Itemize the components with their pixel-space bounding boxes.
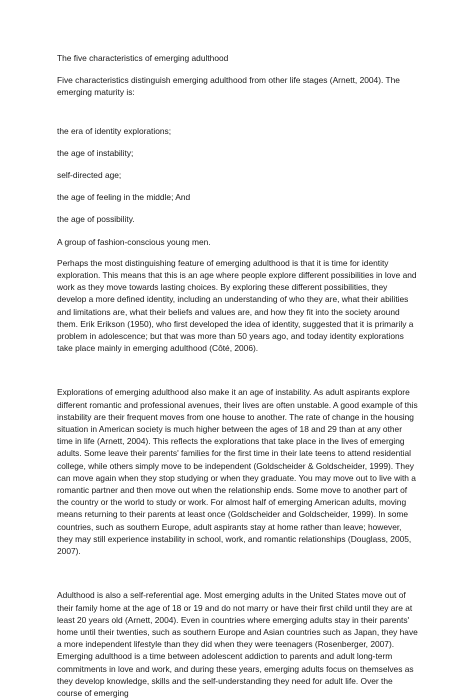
image-caption: A group of fashion-conscious young men. <box>57 236 211 247</box>
body-paragraph-identity: Perhaps the most distinguishing feature of emerging adulthood is that it is time for identity exploration. This means that this is an age where people explore different possibilities in love and work as they move towards lasting choices. By exploring these different possibilities, they develop a more defined identity, including an understanding of who they are, what their abilities and limitations are, what their beliefs and values are, and how they fit into the society around them. Erik Erikson (1950), who first developed the idea of identity, suggested that it is primarily a problem in adolescence; but that was more than 50 years ago, and today identity explorations take place mainly in emerging adulthood (Côté, 2006). <box>57 257 417 354</box>
body-paragraph-instability: Explorations of emerging adulthood also make it an age of instability. As adult aspirants explore different romantic and professional avenues, their lives are often unstable. A good example of this instability are their frequent moves from one house to another. The rate of change in the housing situation in American society is much higher between the ages of 18 and 29 than at any other time in life (Arnett, 2004). This reflects the explorations that take place in the lives of emerging adults. Some leave their parents' families for the first time in their late teens to attend residential college, while others simply move to be independent (Goldscheider & Goldscheider, 1999). They can move again when they stop studying or when they graduate. You may move out to live with a romantic partner and then move out when the relationship ends. Some move to another part of the country or the world to study or work. For almost half of emerging American adults, moving means returning to their parents at least once (Goldscheider and Goldscheider, 1999). In some countries, such as southern Europe, adult aspirants stay at home rather than leave; however, they may still experience instability in school, work, and romantic relationships (Douglass, 2005, 2007). <box>57 387 418 557</box>
characteristic-item: the age of instability; <box>57 147 134 158</box>
document-title: The five characteristics of emerging adulthood <box>57 53 229 63</box>
characteristic-item: the era of identity explorations; <box>57 125 172 136</box>
characteristic-item: the age of feeling in the middle; And <box>57 192 191 203</box>
intro-paragraph: Five characteristics distinguish emerging adulthood from other life stages (Arnett, 2004). The emerging maturity is: <box>57 75 400 98</box>
body-paragraph-self-focus: Adulthood is also a self-referential age. Most emerging adults in the United States move out of their family home at the age of 18 or 19 and do not marry or have their first child until they are at least 20 years old (Arnett, 2004). Even in countries where emerging adults stay in their parents' home until their twenties, such as southern Europe and Asian countries such as Japan, they have a more independent lifestyle than they did when they were teenagers (Rosenberger, 2007). Emerging adulthood is a time between adolescent addiction to parents and adult long-term commitments in love and work, and during these years, emerging adults focus on themselves as they develop knowledge, skills and the self-understanding they need for adult life. Over the course of emerging <box>57 590 418 698</box>
document-body <box>57 52 419 699</box>
characteristic-item: the age of possibility. <box>57 214 135 225</box>
characteristic-item: self-directed age; <box>57 170 122 181</box>
